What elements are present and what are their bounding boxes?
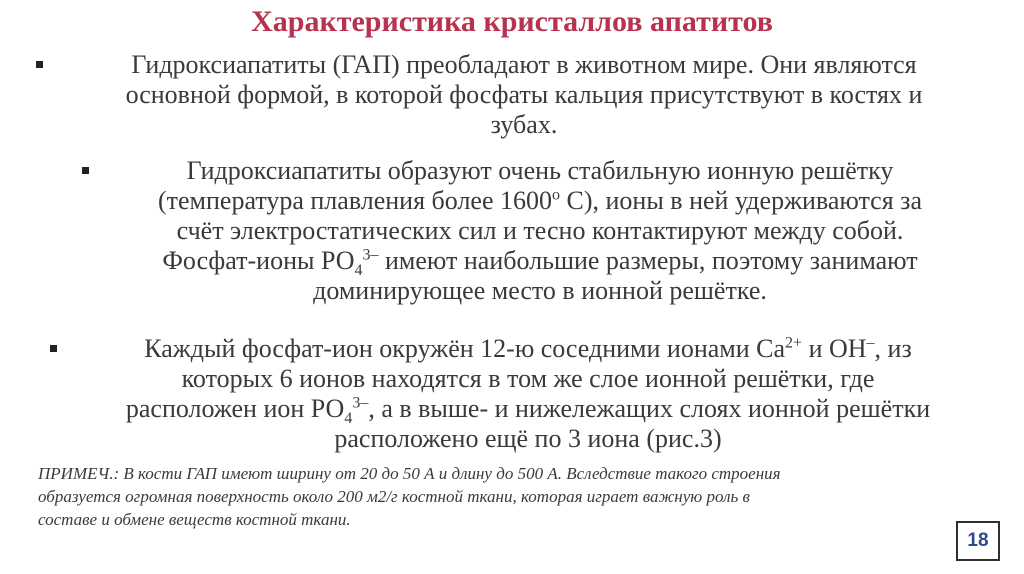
note-line: ПРИМЕЧ.: В кости ГАП имеют ширину от 20 до 50 А и длину до 500 А. Вследствие такого строения [38,464,781,483]
text-line: счёт электростатических сил и тесно контактируют между собой. [176,216,904,245]
superscript: 3– [352,394,369,412]
note-line: составе и обмене веществ костной ткани. [38,510,351,529]
page-number: 18 [956,521,1000,561]
subscript: 4 [354,262,363,280]
slide-title: Характеристика кристаллов апатитов [251,5,773,38]
bullet-text-1 [52,50,996,140]
text-span: имеют наибольшие размеры, поэтому занимают [378,246,918,275]
text-line [98,246,982,280]
text-line: доминирующее место в ионной решётке. [313,276,767,305]
superscript: – [866,334,875,352]
text-line: основной формой, в которой фосфаты кальция присутствуют в костях и [125,80,923,109]
bullet-item-1 [36,50,996,140]
text-line: которых 6 ионов находятся в том же слое ионной решётки, где [181,364,875,393]
bullet-square-icon [36,61,43,68]
degree-superscript: о [552,186,560,204]
note-line: образуется огромная поверхность около 200 м2/г костной ткани, которая играет важную роль в [38,487,750,506]
text-line [98,186,982,216]
text-span: , а в выше- и нижележащих слоях ионной решётки [368,394,931,423]
text-span: Каждый фосфат-ион окружён 12-ю соседними ионами Са [144,334,786,363]
text-span: и ОН [802,334,867,363]
text-line: Гидроксиапатиты образуют очень стабильную ионную решётку [186,156,894,185]
text-line [66,334,990,364]
footnote [38,462,998,531]
bullet-text-2 [98,156,982,306]
text-span: расположен ион РО [125,394,345,423]
bullet-square-icon [82,167,89,174]
bullet-item-3 [50,334,990,454]
text-line: зубах. [490,110,558,139]
subscript: 4 [344,410,353,428]
text-line: Гидроксиапатиты (ГАП) преобладают в животном мире. Они являются [131,50,917,79]
bullet-item-2 [82,156,982,306]
text-line: расположено ещё по 3 иона (рис.3) [334,424,722,453]
bullet-square-icon [50,345,57,352]
superscript: 3– [362,246,379,264]
text-span: (температура плавления более 1600 [158,186,552,215]
bullet-text-3 [66,334,990,454]
text-span: С), ионы в ней удерживаются за [560,186,922,215]
text-span: Фосфат-ионы РО [162,246,355,275]
text-span: , из [874,334,912,363]
text-line [66,394,990,428]
superscript: 2+ [785,334,803,352]
